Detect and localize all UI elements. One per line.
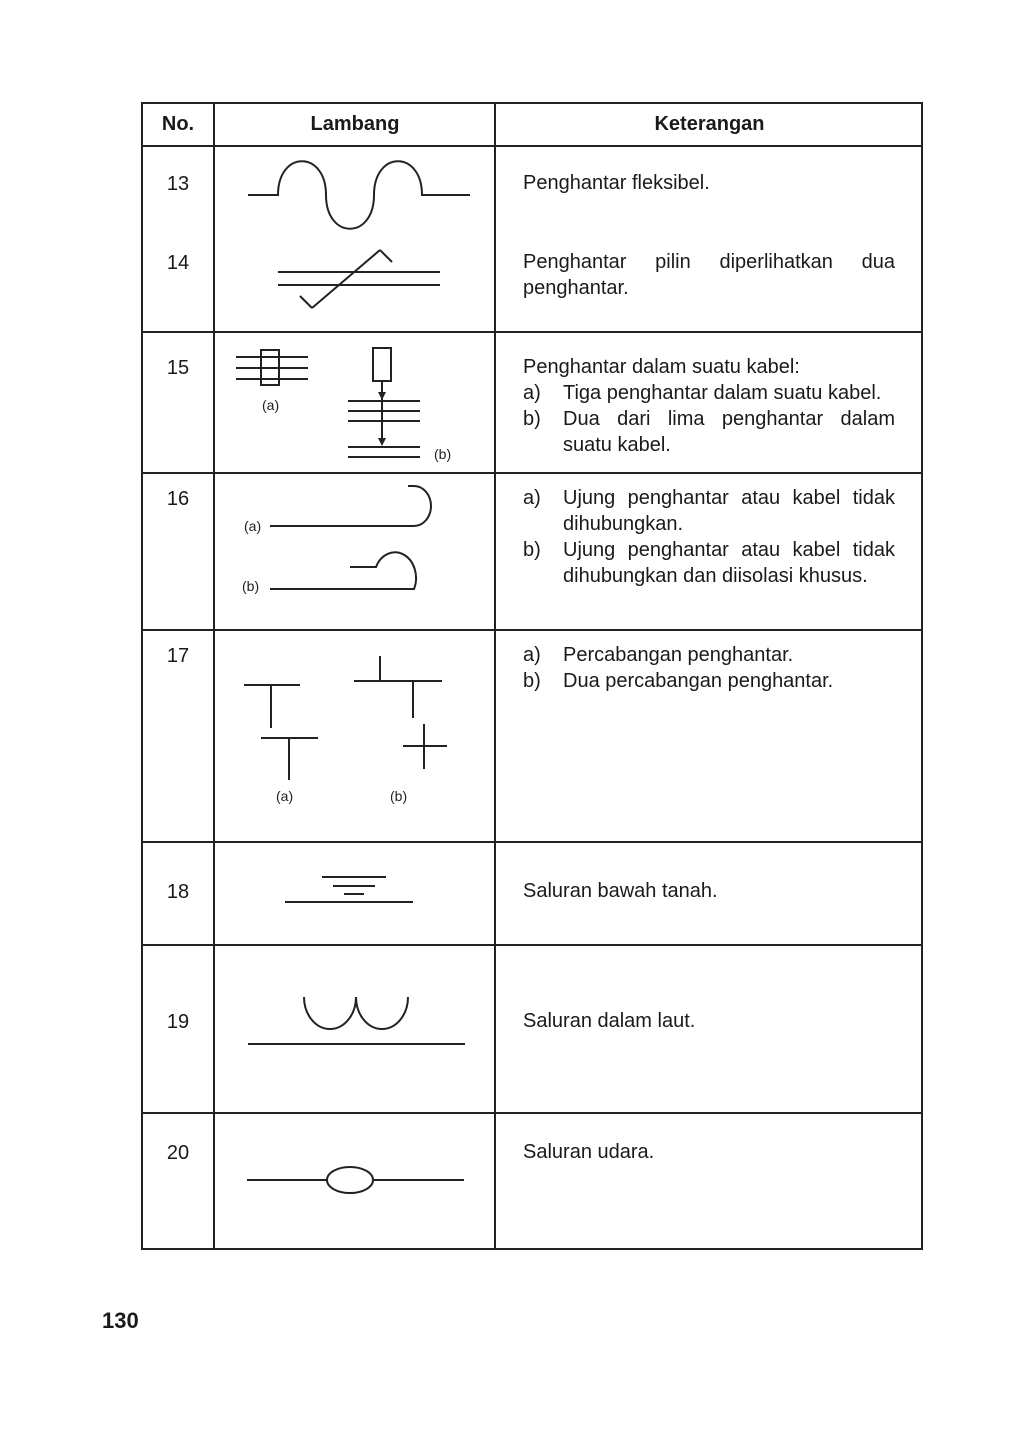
row-description: Saluran bawah tanah.	[523, 880, 718, 902]
overhead-line-symbol	[216, 1160, 495, 1200]
list-text: Ujung penghantar atau kabel tidak dihubungkan dan diisolasi khusus.	[563, 539, 895, 587]
list-marker: a)	[523, 382, 541, 404]
flexible-conductor-symbol	[216, 150, 495, 240]
row-number: 13	[166, 173, 190, 195]
list-item	[523, 485, 895, 537]
list-marker: b)	[523, 670, 541, 692]
row-number: 15	[166, 357, 190, 379]
list-marker: a)	[523, 487, 541, 509]
underground-line-symbol	[216, 866, 495, 916]
row-number: 19	[166, 1011, 190, 1033]
row-divider	[141, 841, 923, 843]
row-divider	[141, 629, 923, 631]
label-a: (a)	[276, 788, 294, 804]
row-description-block	[523, 642, 895, 694]
row-number: 18	[166, 881, 190, 903]
label-a: (a)	[262, 397, 280, 413]
row-description: Penghantar dalam suatu kabel:	[523, 356, 800, 378]
list-text: Tiga penghantar dalam suatu kabel.	[563, 382, 882, 404]
label-b: (b)	[434, 446, 452, 462]
list-text: Percabangan penghantar.	[563, 644, 794, 666]
list-text: Dua dari lima penghantar dalam suatu kabel.	[563, 408, 895, 456]
cable-conductors-symbol	[216, 340, 495, 468]
row-number: 14	[166, 252, 190, 274]
list-text: Dua percabangan penghantar.	[563, 670, 834, 692]
row-divider	[141, 331, 923, 333]
list-item	[523, 642, 895, 668]
row-description-block	[523, 354, 895, 458]
cable-end-symbol	[216, 478, 495, 618]
row-description: Saluran dalam laut.	[523, 1010, 696, 1032]
header-description: Keterangan	[654, 113, 765, 135]
row-number: 20	[166, 1142, 190, 1164]
list-item	[523, 537, 895, 589]
list-item	[523, 668, 895, 694]
label-b: (b)	[390, 788, 408, 804]
list-text: Ujung penghantar atau kabel tidak dihubungkan.	[563, 487, 895, 535]
row-divider	[141, 472, 923, 474]
header-symbol: Lambang	[310, 113, 400, 135]
label-b: (b)	[242, 578, 260, 594]
row-description: Penghantar pilin diperlihatkan dua penghantar.	[523, 251, 895, 299]
list-item	[523, 406, 895, 458]
list-marker: a)	[523, 644, 541, 666]
submarine-line-symbol	[216, 985, 495, 1055]
branching-symbol	[216, 648, 495, 816]
row-divider	[141, 944, 923, 946]
row-divider	[141, 1112, 923, 1114]
row-description: Penghantar fleksibel.	[523, 172, 710, 194]
list-marker: b)	[523, 408, 541, 430]
row-description-block	[523, 485, 895, 589]
twisted-conductor-symbol	[216, 240, 495, 320]
list-marker: b)	[523, 539, 541, 561]
page-number: 130	[102, 1308, 139, 1333]
list-item	[523, 380, 895, 406]
header-no: No.	[161, 113, 195, 135]
row-number: 16	[166, 488, 190, 510]
row-description: Saluran udara.	[523, 1141, 655, 1163]
row-number: 17	[166, 645, 190, 667]
label-a: (a)	[244, 518, 262, 534]
